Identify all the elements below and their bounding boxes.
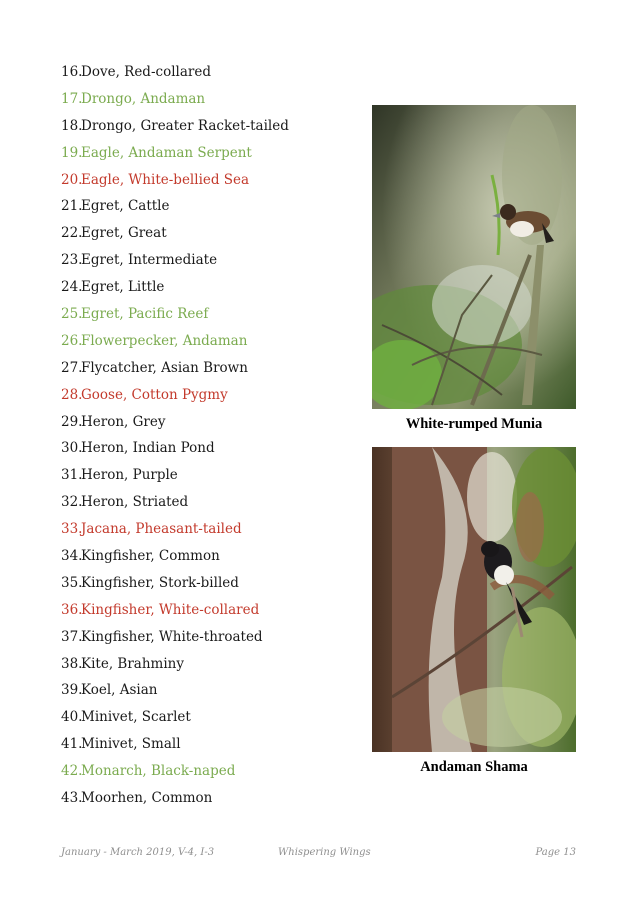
footer-issue: January - March 2019, V-4, I-3 xyxy=(61,847,215,858)
list-item-name: Egret, Pacific Reef xyxy=(81,306,209,323)
list-item-number: 40. xyxy=(61,709,83,726)
list-item-number: 30. xyxy=(61,440,83,457)
munia-image xyxy=(372,105,576,409)
list-item-name: Kingfisher, White-collared xyxy=(81,601,260,618)
list-item xyxy=(61,167,289,194)
andaman-shama-photo xyxy=(372,447,576,752)
list-item xyxy=(61,785,289,812)
list-item xyxy=(61,731,289,758)
list-item-name: Jacana, Pheasant-tailed xyxy=(81,521,242,538)
list-item-number: 21. xyxy=(61,198,83,215)
list-item-name: Goose, Cotton Pygmy xyxy=(81,386,228,403)
list-item-number: 23. xyxy=(61,252,83,269)
list-item xyxy=(61,409,289,436)
list-item-number: 32. xyxy=(61,494,83,511)
list-item xyxy=(61,704,289,731)
list-item-number: 36. xyxy=(61,601,83,618)
list-item-number: 31. xyxy=(61,467,83,484)
list-item-number: 26. xyxy=(61,332,83,349)
list-item-number: 19. xyxy=(61,144,83,161)
list-item-number: 28. xyxy=(61,386,83,403)
list-item-number: 25. xyxy=(61,306,83,323)
list-item-name: Heron, Grey xyxy=(81,413,166,430)
list-item-number: 42. xyxy=(61,763,83,780)
list-item-name: Flowerpecker, Andaman xyxy=(81,332,248,349)
list-item-name: Egret, Intermediate xyxy=(81,252,218,269)
list-item-number: 43. xyxy=(61,790,83,807)
list-item xyxy=(61,86,289,113)
list-item-number: 24. xyxy=(61,279,83,296)
list-item xyxy=(61,597,289,624)
list-item-number: 38. xyxy=(61,655,83,672)
list-item-number: 37. xyxy=(61,628,83,645)
list-item xyxy=(61,274,289,301)
list-item-name: Moorhen, Common xyxy=(81,790,213,807)
list-item xyxy=(61,301,289,328)
list-item-name: Eagle, White-bellied Sea xyxy=(81,171,250,188)
list-item xyxy=(61,516,289,543)
list-item-name: Flycatcher, Asian Brown xyxy=(81,359,248,376)
list-item xyxy=(61,543,289,570)
list-item-name: Heron, Purple xyxy=(81,467,178,484)
list-item xyxy=(61,193,289,220)
list-item-number: 29. xyxy=(61,413,83,430)
munia-caption: White-rumped Munia xyxy=(405,416,543,432)
list-item-number: 20. xyxy=(61,171,83,188)
shama-image xyxy=(372,447,576,752)
list-item-number: 34. xyxy=(61,548,83,565)
list-item-number: 35. xyxy=(61,574,83,591)
list-item-number: 16. xyxy=(61,64,83,80)
list-item xyxy=(61,651,289,678)
list-item-name: Kingfisher, Stork-billed xyxy=(81,574,239,591)
shama-caption: Andaman Shama xyxy=(420,759,528,775)
list-item-name: Kingfisher, Common xyxy=(81,548,220,565)
list-item-name: Minivet, Scarlet xyxy=(81,709,191,726)
list-item xyxy=(61,140,289,167)
list-item-number: 39. xyxy=(61,682,83,699)
white-rumped-munia-photo xyxy=(372,105,576,409)
list-item xyxy=(61,247,289,274)
list-item-number: 22. xyxy=(61,225,83,242)
list-item-number: 18. xyxy=(61,117,83,134)
list-item xyxy=(61,462,289,489)
list-item-name: Minivet, Small xyxy=(81,736,181,753)
footer-page: Page 13 xyxy=(535,847,576,858)
list-item xyxy=(61,59,289,86)
list-item-name: Eagle, Andaman Serpent xyxy=(81,144,252,161)
list-item-name: Heron, Indian Pond xyxy=(81,440,215,457)
list-item-number: 27. xyxy=(61,359,83,376)
list-item-name: Heron, Striated xyxy=(81,494,189,511)
list-item-name: Egret, Cattle xyxy=(81,198,170,215)
list-item-name: Drongo, Greater Racket-tailed xyxy=(81,117,289,134)
list-item xyxy=(61,570,289,597)
list-item-number: 17. xyxy=(61,90,83,107)
list-item-name: Egret, Little xyxy=(81,279,165,296)
list-item xyxy=(61,113,289,140)
list-item-name: Kite, Brahminy xyxy=(81,655,184,672)
list-item-name: Egret, Great xyxy=(81,225,167,242)
list-item xyxy=(61,328,289,355)
list-item-name: Dove, Red-collared xyxy=(81,64,211,80)
species-list xyxy=(61,59,289,812)
list-item xyxy=(61,435,289,462)
list-item xyxy=(61,489,289,516)
list-item-name: Monarch, Black-naped xyxy=(81,763,236,780)
list-item xyxy=(61,355,289,382)
list-item xyxy=(61,382,289,409)
list-item xyxy=(61,758,289,785)
list-item xyxy=(61,220,289,247)
list-item xyxy=(61,624,289,651)
list-item-name: Drongo, Andaman xyxy=(81,90,206,107)
list-item-number: 41. xyxy=(61,736,83,753)
list-item-name: Koel, Asian xyxy=(81,682,158,699)
list-item-number: 33. xyxy=(61,521,83,538)
list-item-name: Kingfisher, White-throated xyxy=(81,628,263,645)
footer-title: Whispering Wings xyxy=(278,847,371,858)
list-item xyxy=(61,677,289,704)
